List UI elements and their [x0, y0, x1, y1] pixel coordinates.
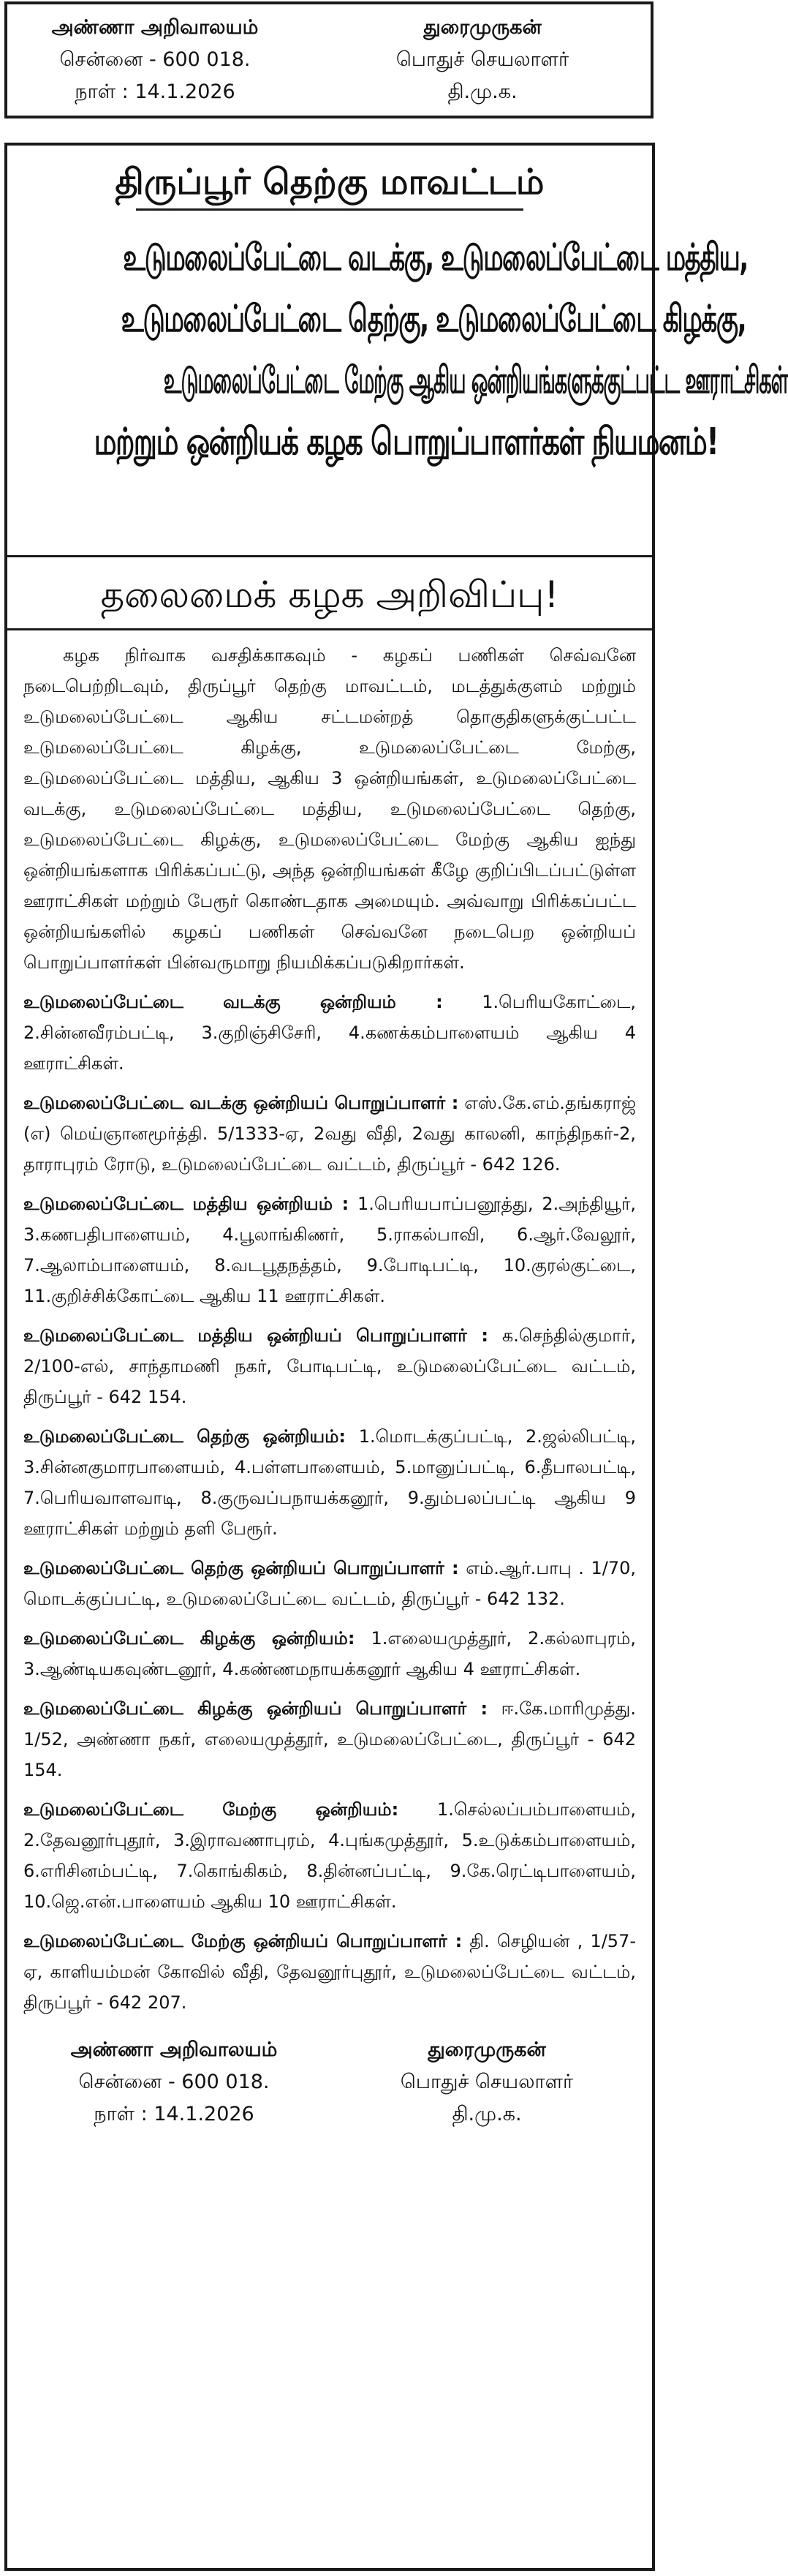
bottom-office-block	[64, 2034, 284, 2131]
section-north-incharge	[23, 1088, 636, 1180]
leader-name: துரைமுருகன்	[428, 2038, 546, 2061]
section-label: உடுமலைப்பேட்டை கிழக்கு ஒன்றியம்:	[23, 1628, 355, 1649]
headline-separator	[7, 555, 652, 557]
top-signature-box	[4, 1, 653, 118]
headline-line-1: உடுமலைப்பேட்டை வடக்கு, உடுமலைப்பேட்டை மத்திய,	[123, 236, 748, 279]
notice-date: நாள் : 14.1.2026	[75, 80, 235, 103]
section-label: உடுமலைப்பேட்டை கிழக்கு ஒன்றியப் பொறுப்பாளர் :	[23, 1698, 488, 1719]
section-west-union	[23, 1794, 636, 1917]
office-name: அண்ணா அறிவாலயம்	[70, 2038, 278, 2061]
section-south-incharge	[23, 1553, 636, 1614]
top-leader-block	[373, 12, 592, 108]
top-office-block	[45, 12, 265, 108]
notice-box	[4, 143, 788, 2571]
section-text: தி. செழியன் , 1/57-ஏ, காளியம்மன் கோவில் வீதி, தேவனூர்புதூர், உடுமலைப்பேட்டை வட்டம், திருப்பூர் - 642 207.	[23, 1931, 636, 2013]
section-label: உடுமலைப்பேட்டை வடக்கு ஒன்றியப் பொறுப்பாளர் :	[23, 1093, 459, 1113]
section-text: க.செந்தில்குமார், 2/100-எல், சாந்தாமணி நகர், போடிபட்டி, உடுமலைப்பேட்டை வட்டம், திருப்பூர் - 642 154.	[23, 1325, 636, 1407]
office-address: சென்னை - 600 018.	[78, 2071, 270, 2093]
leader-name: துரைமுருகன்	[423, 16, 542, 39]
headline-line-3: உடுமலைப்பேட்டை மேற்கு ஆகிய ஒன்றியங்களுக்குட்பட்ட ஊராட்சிகள்	[163, 359, 788, 402]
section-label: உடுமலைப்பேட்டை மேற்கு ஒன்றியம்:	[23, 1799, 399, 1820]
notice-headline	[18, 227, 788, 473]
section-text: 1.எலையமுத்தூர், 2.கல்லாபுரம், 3.ஆண்டியகவுண்டனூர், 4.கண்ணமநாயக்கனூர் ஆகிய 4 ஊராட்சிகள்.	[23, 1628, 636, 1679]
announcement-separator	[7, 628, 652, 630]
section-text: ஈ.கே.மாரிமுத்து. 1/52, அண்ணா நகர், எலையமுத்தூர், உடுமலைப்பேட்டை, திருப்பூர் - 642 154.	[23, 1698, 636, 1780]
intro-paragraph: கழக நிர்வாக வசதிக்காகவும் - கழகப் பணிகள் செவ்வனே நடைபெற்றிடவும், திருப்பூர் தெற்கு மாவட்டம், மடத்துக்குளம் மற்றும் உடுமலைப்பேட்டை ஆகிய சட்டமன்றத் தொகுதிகளுக்குட்பட்ட உடுமலைப்பேட்டை கிழக்கு, உடுமலைப்பேட்டை மேற்கு, உடுமலைப்பேட்டை மத்திய, ஆகிய 3 ஒன்றியங்கள், உடுமலைப்பேட்டை வடக்கு, உடுமலைப்பேட்டை மத்திய, உடுமலைப்பேட்டை தெற்கு, உடுமலைப்பேட்டை கிழக்கு, உடுமலைப்பேட்டை மேற்கு ஆகிய ஐந்து ஒன்றியங்களாக பிரிக்கப்பட்டு, அந்த ஒன்றியங்கள் கீழே குறிப்பிடப்பட்டுள்ள ஊராட்சிகள் மற்றும் பேரூர் கொண்டதாக அமையும். அவ்வாறு பிரிக்கப்பட்ட ஒன்றியங்களில் கழகப் பணிகள் செவ்வனே நடைபெற ஒன்றியப் பொறுப்பாளர்கள் பின்வருமாறு நியமிக்கப்படுகிறார்கள்.	[23, 645, 636, 973]
bottom-signature	[23, 2034, 636, 2144]
section-label: உடுமலைப்பேட்டை மத்திய ஒன்றியப் பொறுப்பாளர் :	[23, 1325, 488, 1346]
section-label: உடுமலைப்பேட்டை தெற்கு ஒன்றியம்:	[23, 1426, 346, 1447]
section-central-incharge	[23, 1320, 636, 1412]
leader-title: பொதுச் செயலாளர்	[400, 2071, 574, 2093]
district-title: திருப்பூர் தெற்கு மாவட்டம்	[115, 162, 545, 203]
office-name: அண்ணா அறிவாலயம்	[51, 16, 259, 39]
section-text: 1.பெரியபாப்பனூத்து, 2.அந்தியூர், 3.கணபதிபாளையம், 4.பூலாங்கிணர், 5.ராகல்பாவி, 6.ஆர்.வேலூர், 7.ஆலாம்பாளையம், 8.வடபூதநத்தம், 9.போடிபட்டி, 10.குரல்குட்டை, 11.குறிச்சிக்கோட்டை ஆகிய 11 ஊராட்சிகள்.	[23, 1194, 636, 1306]
leader-title: பொதுச் செயலாளர்	[395, 48, 569, 71]
district-underline	[136, 208, 523, 211]
section-east-union	[23, 1623, 636, 1684]
headline-line-2: உடுமலைப்பேட்டை தெற்கு, உடுமலைப்பேட்டை கிழக்கு,	[121, 298, 746, 341]
bottom-leader-block	[377, 2034, 596, 2131]
section-east-incharge	[23, 1693, 636, 1785]
headline-line-4: மற்றும் ஒன்றியக் கழக பொறுப்பாளர்கள் நியமனம்!	[94, 421, 719, 464]
section-text: 1.செல்லப்பம்பாளையம், 2.தேவனூர்புதூர், 3.இராவணாபுரம், 4.புங்கமுத்தூர், 5.உடுக்கம்பாளையம், 6.எரிசினம்பட்டி, 7.கொங்கிகம், 8.தின்னப்பட்டி, 9.கே.ரெட்டிபாளையம், 10.ஜெ.என்.பாளையம் ஆகிய 10 ஊராட்சிகள்.	[23, 1799, 636, 1912]
section-label: உடுமலைப்பேட்டை மத்திய ஒன்றியம் :	[23, 1194, 349, 1214]
section-south-union	[23, 1421, 636, 1544]
section-central-union	[23, 1189, 636, 1311]
section-text: எஸ்.கே.எம்.தங்கராஜ் (எ) மெய்ஞானமூர்த்தி. 5/1333-ஏ, 2வது வீதி, 2வது காலனி, காந்திநகர்-2, தாராபுரம் ரோடு, உடுமலைப்பேட்டை வட்டம், திருப்பூர் - 642 126.	[23, 1093, 636, 1175]
section-text: 1.மொடக்குப்பட்டி, 2.ஜல்லிபட்டி, 3.சின்னகுமாரபாளையம், 4.பள்ளபாளையம், 5.மானுப்பட்டி, 6.தீபாலபட்டி, 7.பெரியவாளவாடி, 8.குருவப்பநாயக்கனூர், 9.தும்பலப்பட்டி ஆகிய 9 ஊராட்சிகள் மற்றும் தளி பேரூர்.	[23, 1426, 636, 1539]
notice-body	[23, 640, 636, 2144]
section-label: உடுமலைப்பேட்டை தெற்கு ஒன்றியப் பொறுப்பாளர் :	[23, 1558, 459, 1578]
section-north-union	[23, 987, 636, 1079]
section-text: 1.பெரியகோட்டை, 2.சின்னவீரம்பட்டி, 3.குறிஞ்சிசேரி, 4.கணக்கம்பாளையம் ஆகிய 4 ஊராட்சிகள்.	[23, 992, 636, 1074]
section-west-incharge	[23, 1926, 636, 2018]
party-name: தி.மு.க.	[447, 80, 518, 103]
section-text: எம்.ஆர்.பாபு . 1/70, மொடக்குப்பட்டி, உடுமலைப்பேட்டை வட்டம், திருப்பூர் - 642 132.	[23, 1558, 636, 1609]
section-label: உடுமலைப்பேட்டை மேற்கு ஒன்றியப் பொறுப்பாளர் :	[23, 1931, 463, 1951]
party-name: தி.மு.க.	[452, 2103, 522, 2125]
section-label: உடுமலைப்பேட்டை வடக்கு ஒன்றியம் :	[23, 992, 443, 1012]
office-address: சென்னை - 600 018.	[59, 48, 251, 71]
announcement-title: தலைமைக் கழக அறிவிப்பு!	[100, 573, 559, 616]
notice-date: நாள் : 14.1.2026	[94, 2103, 254, 2125]
